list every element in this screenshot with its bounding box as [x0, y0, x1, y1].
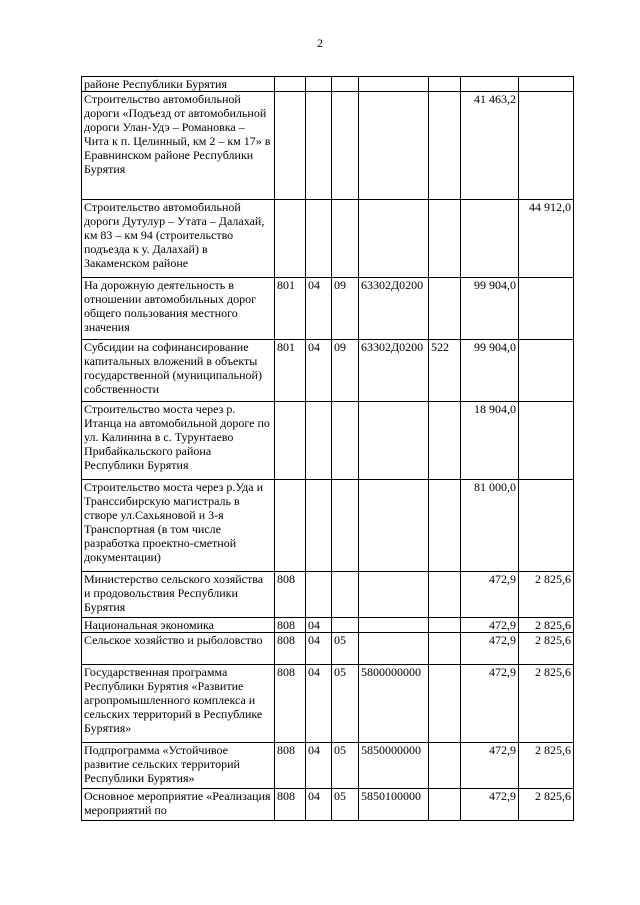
table-row — [82, 618, 574, 633]
row-amount-1: 472,9 — [461, 633, 519, 665]
row-section-code: 04 — [306, 340, 332, 402]
row-target-item-code — [359, 402, 429, 480]
row-name: Строительство моста через р.Уда и Транссибирскую магистраль в створе ул.Сахьяновой и 3-я Транспортная (в том числе разработка проектно-сметной документации) — [82, 480, 275, 572]
row-target-item-code — [359, 200, 429, 278]
row-name: Министерство сельского хозяйства и продовольствия Республики Бурятия — [82, 572, 275, 618]
row-section-code: 04 — [306, 789, 332, 821]
row-amount-1: 472,9 — [461, 665, 519, 743]
row-grbs-code — [275, 77, 306, 92]
row-amount-1: 472,9 — [461, 572, 519, 618]
row-expense-type-code — [429, 77, 461, 92]
row-amount-2: 2 825,6 — [519, 633, 574, 665]
page-number: 2 — [317, 36, 323, 50]
row-name: Государственная программа Республики Бурятия «Развитие агропромышленного комплекса и сельских территорий в Республике Бурятия» — [82, 665, 275, 743]
row-section-code — [306, 77, 332, 92]
row-section-code: 04 — [306, 743, 332, 789]
table-row — [82, 665, 574, 743]
row-section-code: 04 — [306, 618, 332, 633]
row-name: Строительство автомобильной дороги Дутулур – Утата – Далахай, км 83 – км 94 (строительство подъезда к у. Далахай) в Закаменском районе — [82, 200, 275, 278]
row-subsection-code — [332, 200, 359, 278]
row-name: Национальная экономика — [82, 618, 275, 633]
row-amount-2: 2 825,6 — [519, 572, 574, 618]
row-grbs-code — [275, 92, 306, 200]
row-amount-1: 472,9 — [461, 789, 519, 821]
row-expense-type-code — [429, 572, 461, 618]
row-amount-1: 18 904,0 — [461, 402, 519, 480]
row-name: Подпрограмма «Устойчивое развитие сельских территорий Республики Бурятия» — [82, 743, 275, 789]
row-amount-2: 44 912,0 — [519, 200, 574, 278]
row-amount-1: 41 463,2 — [461, 92, 519, 200]
row-name: Строительство моста через р. Итанца на автомобильной дороге по ул. Калинина в с. Турунтаево Прибайкальского района Республики Бурятия — [82, 402, 275, 480]
row-target-item-code: 5850000000 — [359, 743, 429, 789]
table-row — [82, 402, 574, 480]
row-grbs-code: 808 — [275, 633, 306, 665]
row-amount-1 — [461, 77, 519, 92]
row-expense-type-code — [429, 618, 461, 633]
row-grbs-code — [275, 402, 306, 480]
row-target-item-code — [359, 77, 429, 92]
row-expense-type-code: 522 — [429, 340, 461, 402]
row-amount-1: 472,9 — [461, 618, 519, 633]
row-amount-2 — [519, 340, 574, 402]
row-subsection-code: 05 — [332, 665, 359, 743]
row-name: На дорожную деятельность в отношении автомобильных дорог общего пользования местного значения — [82, 278, 275, 340]
row-section-code: 04 — [306, 278, 332, 340]
row-subsection-code: 05 — [332, 743, 359, 789]
row-name: Сельское хозяйство и рыболовство — [82, 633, 275, 665]
row-expense-type-code — [429, 480, 461, 572]
row-target-item-code — [359, 92, 429, 200]
row-amount-1: 99 904,0 — [461, 278, 519, 340]
row-section-code: 04 — [306, 665, 332, 743]
row-subsection-code — [332, 77, 359, 92]
budget-table — [81, 76, 574, 821]
row-name: Основное мероприятие «Реализация мероприятий по — [82, 789, 275, 821]
row-expense-type-code — [429, 402, 461, 480]
table-row — [82, 278, 574, 340]
row-subsection-code: 05 — [332, 633, 359, 665]
table-row — [82, 77, 574, 92]
row-amount-2: 2 825,6 — [519, 789, 574, 821]
row-target-item-code: 5850100000 — [359, 789, 429, 821]
table-row — [82, 340, 574, 402]
row-subsection-code — [332, 618, 359, 633]
row-grbs-code: 808 — [275, 665, 306, 743]
table-row — [82, 572, 574, 618]
row-grbs-code: 801 — [275, 340, 306, 402]
row-target-item-code: 63302Д0200 — [359, 340, 429, 402]
row-section-code — [306, 92, 332, 200]
row-expense-type-code — [429, 200, 461, 278]
row-target-item-code — [359, 572, 429, 618]
row-subsection-code — [332, 572, 359, 618]
row-amount-2: 2 825,6 — [519, 743, 574, 789]
row-grbs-code: 801 — [275, 278, 306, 340]
row-section-code — [306, 402, 332, 480]
row-target-item-code — [359, 618, 429, 633]
row-grbs-code — [275, 200, 306, 278]
row-amount-2 — [519, 480, 574, 572]
row-subsection-code: 09 — [332, 278, 359, 340]
row-amount-2 — [519, 278, 574, 340]
row-expense-type-code — [429, 92, 461, 200]
row-section-code — [306, 480, 332, 572]
row-target-item-code — [359, 633, 429, 665]
row-amount-2 — [519, 402, 574, 480]
row-subsection-code: 05 — [332, 789, 359, 821]
table-row — [82, 789, 574, 821]
table-row — [82, 92, 574, 200]
row-amount-2 — [519, 77, 574, 92]
row-grbs-code: 808 — [275, 618, 306, 633]
row-target-item-code — [359, 480, 429, 572]
row-amount-2 — [519, 92, 574, 200]
row-section-code — [306, 200, 332, 278]
row-section-code: 04 — [306, 633, 332, 665]
row-name: Субсидии на софинансирование капитальных вложений в объекты государственной (муниципальной) собственности — [82, 340, 275, 402]
row-grbs-code: 808 — [275, 789, 306, 821]
row-amount-1: 99 904,0 — [461, 340, 519, 402]
row-grbs-code: 808 — [275, 743, 306, 789]
row-name: Строительство автомобильной дороги «Подъезд от автомобильной дороги Улан-Удэ – Романовка – Чита к п. Целинный, км 2 – км 17» в Еравнинском районе Республики Бурятия — [82, 92, 275, 200]
row-amount-1: 472,9 — [461, 743, 519, 789]
row-section-code — [306, 572, 332, 618]
row-expense-type-code — [429, 665, 461, 743]
row-grbs-code: 808 — [275, 572, 306, 618]
row-amount-1: 81 000,0 — [461, 480, 519, 572]
row-amount-2: 2 825,6 — [519, 665, 574, 743]
row-expense-type-code — [429, 789, 461, 821]
row-subsection-code — [332, 480, 359, 572]
row-expense-type-code — [429, 743, 461, 789]
row-expense-type-code — [429, 633, 461, 665]
table-row — [82, 480, 574, 572]
row-subsection-code — [332, 402, 359, 480]
row-subsection-code — [332, 92, 359, 200]
row-name: районе Республики Бурятия — [82, 77, 275, 92]
row-amount-2: 2 825,6 — [519, 618, 574, 633]
row-target-item-code: 5800000000 — [359, 665, 429, 743]
table-row — [82, 633, 574, 665]
table-row — [82, 743, 574, 789]
table-row — [82, 200, 574, 278]
row-grbs-code — [275, 480, 306, 572]
row-subsection-code: 09 — [332, 340, 359, 402]
row-expense-type-code — [429, 278, 461, 340]
row-amount-1 — [461, 200, 519, 278]
row-target-item-code: 63302Д0200 — [359, 278, 429, 340]
